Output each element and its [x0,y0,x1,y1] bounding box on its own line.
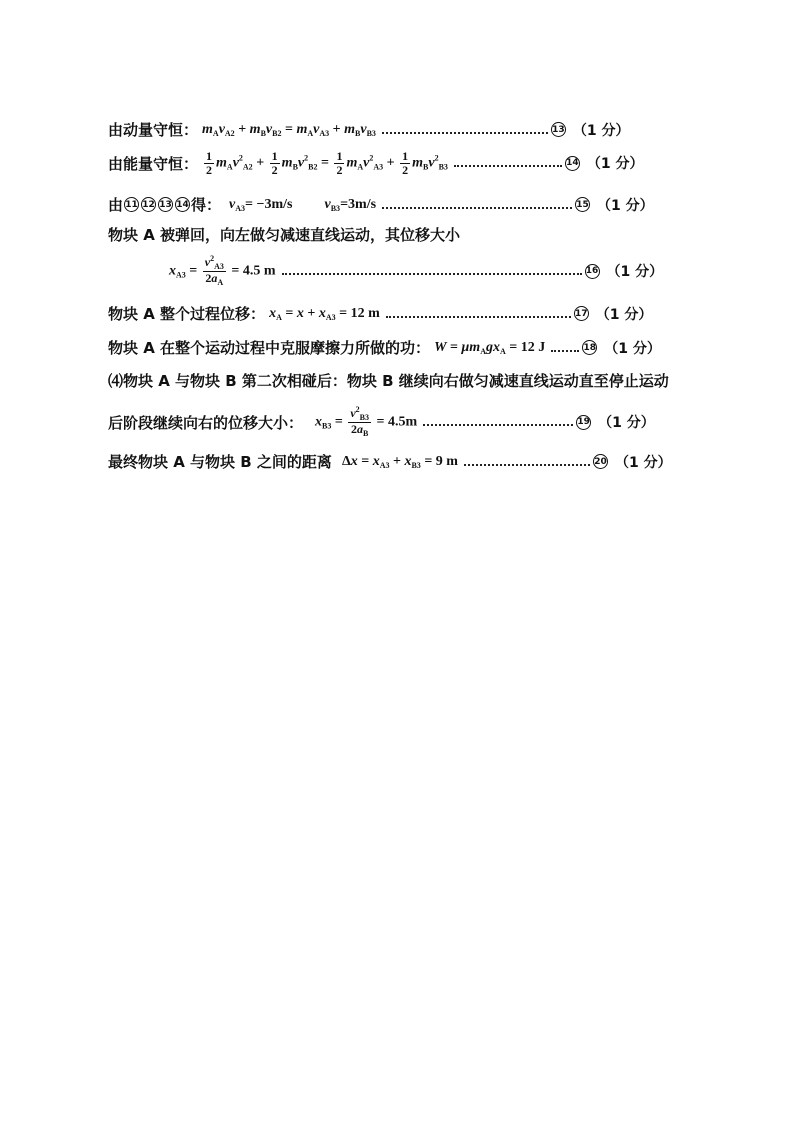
ref-number: 13 [158,197,173,212]
line-label: 由动量守恒： [108,121,199,139]
dot-leader [454,165,562,167]
line-label: 物块 A 整个过程位移： [108,305,266,323]
line-label: 由能量守恒： [108,154,199,173]
line-label: 后阶段继续向右的位移大小： [108,413,304,432]
displacement-a3-line [165,255,663,288]
momentum-equation: $m_Av_{A2} + m_Bv_{B2} = m_Av_{A3} + m_Bv_{B3}$ [202,121,376,138]
ref-number: 11 [124,197,139,212]
score: （1 分） [614,454,672,471]
score: （1 分） [595,306,653,323]
dot-leader [382,132,548,134]
eq-number: 17 [574,306,589,321]
eq-number: 16 [585,264,600,279]
eq-number: 18 [582,340,597,355]
ref-number: 14 [175,197,190,212]
score: （1 分） [606,264,664,281]
dot-leader [386,316,571,318]
eq-number: 13 [551,122,566,137]
final-distance-equation: $\Delta x = x_{A3} + x_{B3} = 9$ m [341,453,458,470]
dot-leader [551,350,579,352]
final-distance-line [108,451,672,472]
eq-number: 15 [575,197,590,212]
line-label-prefix: 由 [108,196,124,214]
score: （1 分） [597,197,654,214]
friction-work-line [108,337,661,358]
line-label: 物块 A 被弹回，向左做匀减速直线运动，其位移大小 [108,226,461,244]
energy-line [108,150,644,176]
velocity-b3: $v_{B3}=3m/s$ [324,196,377,213]
dot-leader [282,273,582,275]
dot-leader [382,207,572,209]
score: （1 分） [586,156,644,173]
eq-number: 20 [593,454,608,469]
total-displacement-line [108,303,652,324]
total-displacement-equation: $x_A = x + x_{A3} = 12$ m [269,305,380,322]
ref-number: 12 [141,197,156,212]
displacement-b3-line [108,406,655,439]
displacement-b3-equation: $x_{B3}$ = $\frac{v^2_{B3}}{2a_B}$ = 4.5m [315,405,418,439]
dot-leader [423,424,573,426]
line-label: 最终物块 A 与物块 B 之间的距离 [108,453,332,471]
rebound-text [108,224,460,245]
displacement-a3-equation: $x_{A3}$ = $\frac{v^2_{A3}}{2a_A}$ = 4.5 m [169,254,276,288]
result-velocity-line [108,194,654,215]
score: （1 分） [598,415,655,432]
dot-leader [464,464,590,466]
score: （1 分） [604,340,661,357]
friction-work-equation: $W = \mu m_Agx_A = 12$ J [434,339,546,356]
score: （1 分） [572,122,630,139]
second-collision-text [108,370,669,391]
energy-equation: $\frac{1}{2}$ $m_Av^2_{A2}$ + $\frac{1}{2}$ $m_Bv^2_{B2}$ = $\frac{1}{2}$ $m_Av^2_{A3}$ + $\frac{1}{2}$ $m_Bv^2_{B3}$ [206,149,448,177]
eq-number: 19 [576,415,591,430]
line-label-suffix: 得： [191,196,222,214]
velocity-a3: $v_{A3}= -3m/s$ [229,196,293,213]
line-label: 物块 A 在整个运动过程中克服摩擦力所做的功： [108,339,431,357]
eq-number: 14 [565,156,580,171]
momentum-line [108,119,630,140]
line-label: ⑷物块 A 与物块 B 第二次相碰后：物块 B 继续向右做匀减速直线运动直至停止运动 [108,372,669,390]
